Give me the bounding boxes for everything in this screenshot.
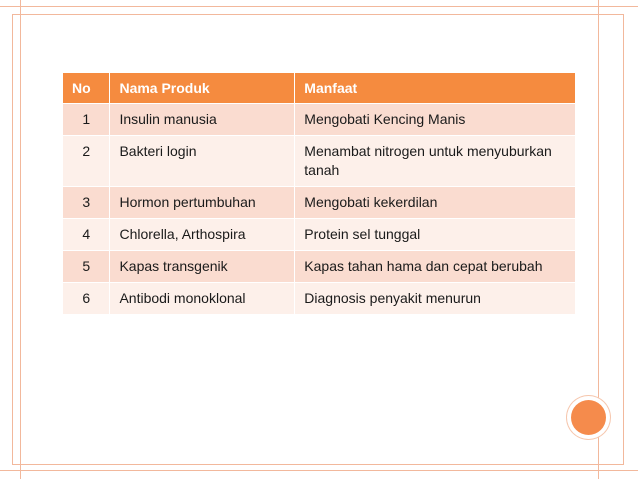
cell-benefit: Menambat nitrogen untuk menyuburkan tanah (295, 136, 576, 187)
table-row (63, 104, 576, 136)
cell-benefit: Diagnosis penyakit menurun (295, 283, 576, 315)
table-row (63, 283, 576, 315)
cell-benefit: Mengobati Kencing Manis (295, 104, 576, 136)
cell-product: Antibodi monoklonal (110, 283, 295, 315)
frame-rule-top (0, 6, 638, 7)
cell-product: Chlorella, Arthospira (110, 219, 295, 251)
cell-product: Hormon pertumbuhan (110, 187, 295, 219)
cell-no: 3 (63, 187, 110, 219)
cell-product: Bakteri login (110, 136, 295, 187)
cell-no: 6 (63, 283, 110, 315)
cell-no: 2 (63, 136, 110, 187)
table-header-row (63, 73, 576, 104)
header-no: No (63, 73, 110, 104)
accent-circle (571, 400, 606, 435)
table-row (63, 187, 576, 219)
product-table (63, 73, 576, 315)
cell-no: 1 (63, 104, 110, 136)
cell-product: Insulin manusia (110, 104, 295, 136)
cell-no: 5 (63, 251, 110, 283)
cell-no: 4 (63, 219, 110, 251)
frame-rule-bottom (0, 470, 638, 471)
table-row (63, 219, 576, 251)
table-row (63, 136, 576, 187)
cell-benefit: Protein sel tunggal (295, 219, 576, 251)
header-product: Nama Produk (110, 73, 295, 104)
table-row (63, 251, 576, 283)
header-benefit: Manfaat (295, 73, 576, 104)
cell-product: Kapas transgenik (110, 251, 295, 283)
cell-benefit: Kapas tahan hama dan cepat berubah (295, 251, 576, 283)
cell-benefit: Mengobati kekerdilan (295, 187, 576, 219)
